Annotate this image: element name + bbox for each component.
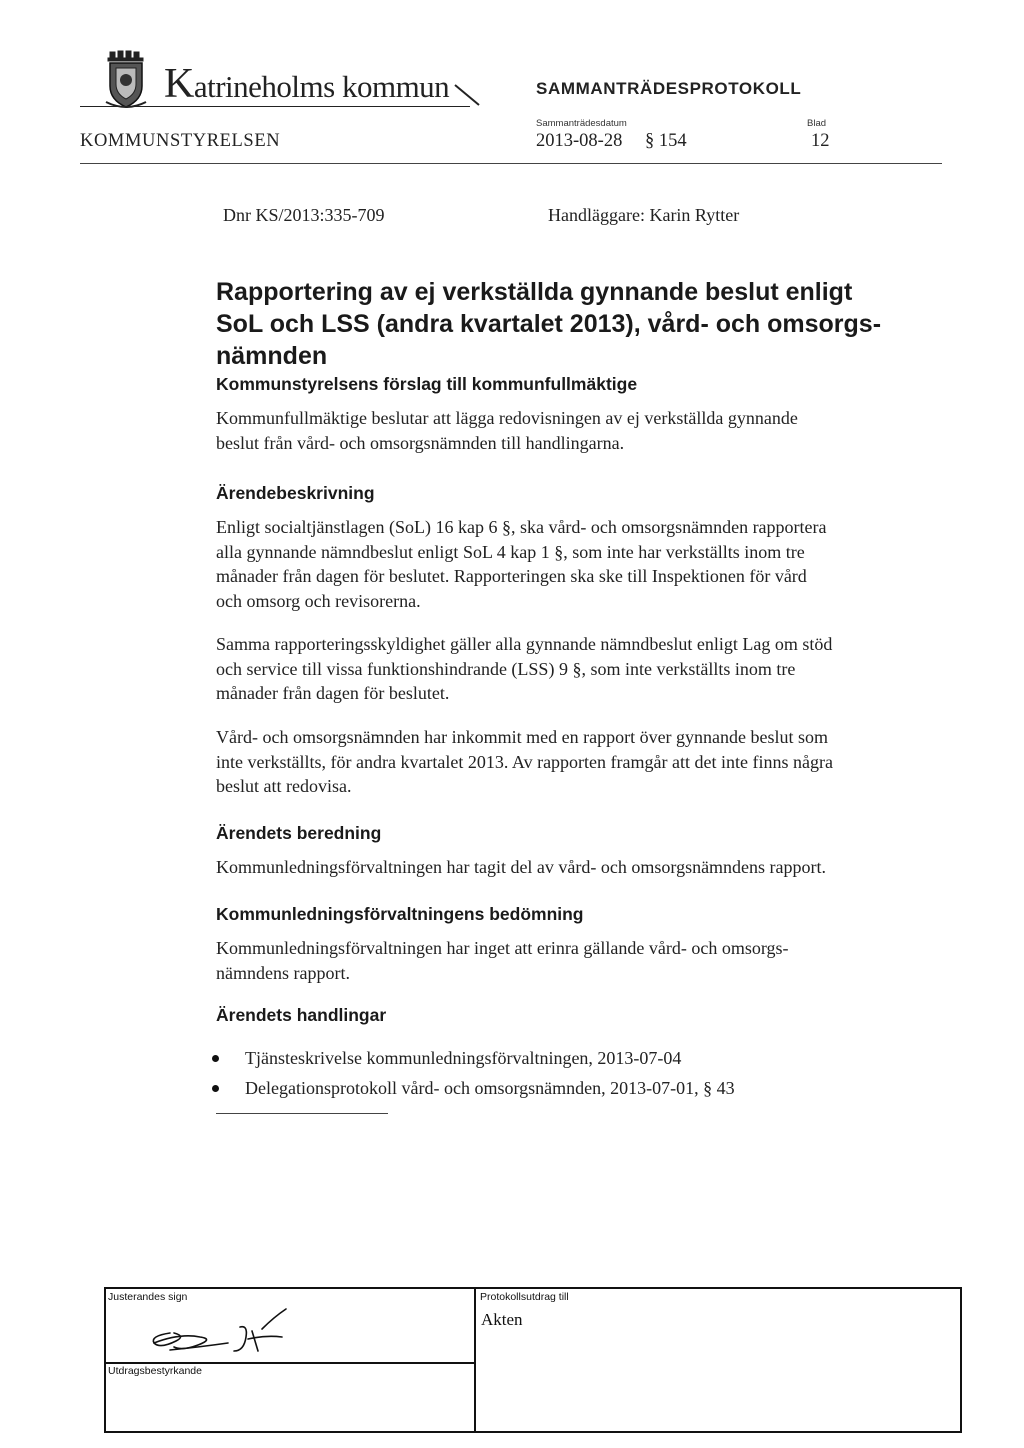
committee-name: KOMMUNSTYRELSEN	[80, 131, 281, 151]
org-name-initial: K	[164, 61, 194, 107]
organization-name	[164, 60, 449, 108]
preparation-text	[216, 855, 936, 880]
text-line: Samma rapporteringsskyldighet gäller alla gynnande nämndbeslut enligt Lag om stöd	[216, 634, 833, 654]
header-underline	[80, 106, 470, 107]
end-rule	[216, 1113, 388, 1114]
document-item: Delegationsprotokoll vård- och omsorgsnämnden, 2013-07-01, § 43	[245, 1078, 735, 1098]
header-divider	[80, 163, 942, 164]
documents-list	[208, 1043, 735, 1103]
handwritten-signature	[140, 1303, 320, 1361]
meeting-date: 2013-08-28	[536, 131, 623, 151]
text-line: alla gynnande nämndbeslut enligt SoL 4 kap 1 §, som inte har verkställts inom tre	[216, 541, 805, 562]
case-number: Dnr KS/2013:335-709	[223, 205, 385, 225]
text-line: beslut från vård- och omsorgsnämnden till handlingarna.	[216, 432, 625, 453]
assessment-text	[216, 936, 936, 985]
documents-heading: Ärendets handlingar	[216, 1005, 387, 1025]
case-handler: Handläggare: Karin Rytter	[548, 205, 740, 225]
page-label: Blad	[807, 118, 827, 129]
list-item	[208, 1043, 735, 1073]
preparation-heading: Ärendets beredning	[216, 823, 382, 843]
proposal-text	[216, 406, 936, 455]
title-line: nämnden	[216, 342, 328, 370]
assessment-heading: Kommunledningsförvaltningens bedömning	[216, 904, 584, 924]
document-title	[216, 276, 916, 372]
org-name-rest: atrineholms kommun	[193, 69, 450, 104]
page-number: 12	[811, 131, 830, 151]
justerandes-sign-label: Justerandes sign	[108, 1291, 188, 1303]
description-paragraph	[216, 515, 936, 613]
text-line: Enligt socialtjänstlagen (SoL) 16 kap 6 §, ska vård- och omsorgsnämnden rapportera	[216, 517, 827, 537]
extract-recipient: Akten	[481, 1310, 523, 1329]
signature-box-divider	[474, 1287, 476, 1433]
bullet-icon	[212, 1085, 219, 1092]
bullet-icon	[212, 1055, 219, 1062]
text-line: månader från dagen för beslutet.	[216, 683, 450, 703]
list-item	[208, 1073, 735, 1103]
municipal-crest-logo	[104, 50, 148, 110]
document-item: Tjänsteskrivelse kommunledningsförvaltningen, 2013-07-04	[245, 1048, 682, 1068]
header-slash-mark	[453, 83, 483, 107]
description-heading: Ärendebeskrivning	[216, 483, 375, 503]
description-paragraph	[216, 725, 936, 799]
text-line: Kommunledningsförvaltningen har tagit del av vård- och omsorgsnämndens rapport.	[216, 857, 827, 877]
signature-box-divider	[104, 1362, 475, 1364]
text-line: beslut att redovisa.	[216, 776, 352, 796]
text-line: Kommunledningsförvaltningen har inget att erinra gällande vård- och omsorgs-	[216, 938, 789, 958]
meeting-date-label: Sammanträdesdatum	[536, 118, 627, 129]
text-line: nämndens rapport.	[216, 962, 350, 983]
text-line: Vård- och omsorgsnämnden har inkommit med en rapport över gynnande beslut som	[216, 727, 829, 747]
proposal-heading: Kommunstyrelsens förslag till kommunfullmäktige	[216, 374, 638, 394]
text-line: inte verkställts, för andra kvartalet 2013. Av rapporten framgår att det inte finns några	[216, 751, 833, 772]
text-line: och service till vissa funktionshindrande (LSS) 9 §, som inte verkställts inom tre	[216, 658, 796, 679]
document-type: SAMMANTRÄDESPROTOKOLL	[536, 79, 802, 98]
description-paragraph	[216, 632, 936, 706]
title-line: Rapportering av ej verkställda gynnande beslut enligt	[216, 278, 853, 306]
text-line: månader från dagen för beslutet. Rapporteringen ska ske till Inspektionen för vård	[216, 566, 807, 586]
section-number: § 154	[645, 131, 687, 151]
text-line: Kommunfullmäktige beslutar att lägga redovisningen av ej verkställda gynnande	[216, 408, 798, 428]
text-line: och omsorg och revisorerna.	[216, 590, 421, 611]
utdragsbestyrkande-label: Utdragsbestyrkande	[108, 1365, 202, 1377]
protokollsutdrag-label: Protokollsutdrag till	[480, 1291, 569, 1303]
title-line: SoL och LSS (andra kvartalet 2013), vård- och omsorgs-	[216, 310, 882, 338]
